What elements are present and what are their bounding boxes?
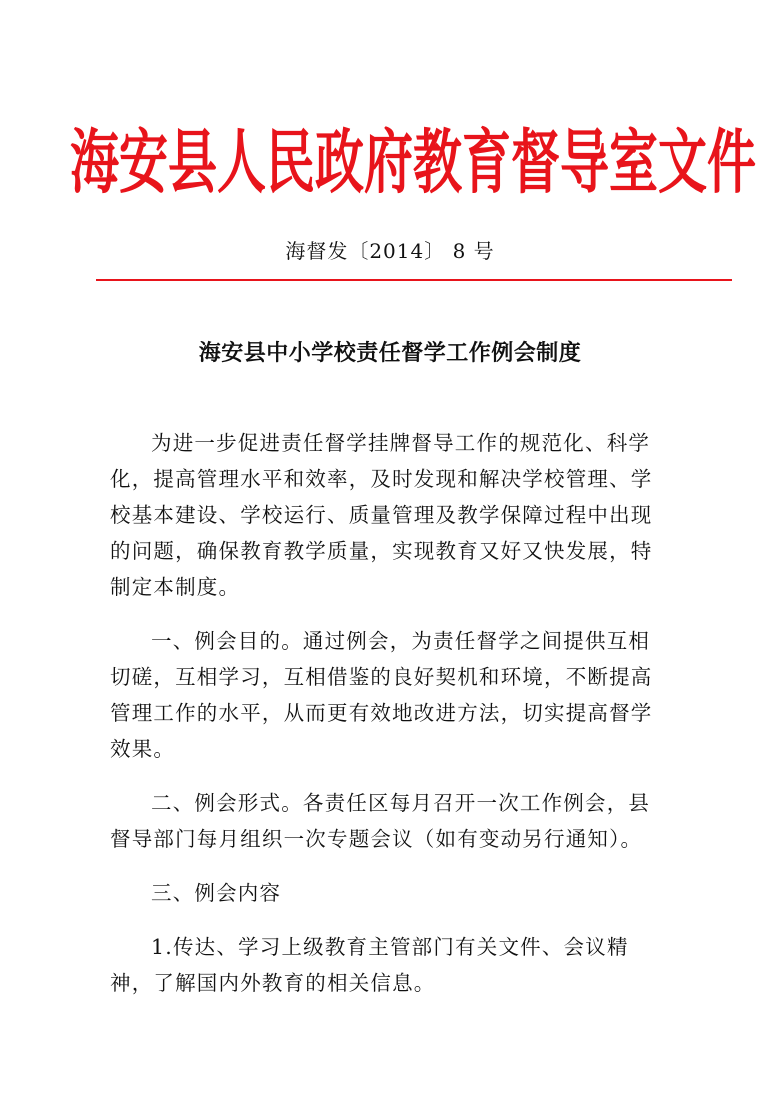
paragraph-content-item-1: 1.传达、学习上级教育主管部门有关文件、会议精神，了解国内外教育的相关信息。: [110, 935, 629, 995]
header-divider-rule: [96, 279, 732, 281]
document-number: 海督发〔2014〕 8 号: [285, 239, 495, 263]
issuer-header-title: 海安县人民政府教育督导室文件: [70, 120, 757, 204]
paragraph-format: 二、例会形式。各责任区每月召开一次工作例会，县督导部门每月组织一次专题会议（如有变动另行通知）。: [110, 791, 651, 851]
document-title: 海安县中小学校责任督学工作例会制度: [198, 341, 582, 366]
paragraph-content-heading: 三、例会内容: [151, 881, 282, 905]
paragraph-purpose: 一、例会目的。通过例会，为责任督学之间提供互相切磋，互相学习，互相借鉴的良好契机和环境，不断提高管理工作的水平，从而更有效地改进方法，切实提高督学效果。: [110, 629, 653, 761]
paragraph-intro: 为进一步促进责任督学挂牌督导工作的规范化、科学化，提高管理水平和效率，及时发现和解决学校管理、学校基本建设、学校运行、质量管理及教学保障过程中出现的问题，确保教育教学质量，实现教育又好又快发展，特制定本制度。: [110, 431, 653, 599]
document-body: [110, 425, 670, 1019]
